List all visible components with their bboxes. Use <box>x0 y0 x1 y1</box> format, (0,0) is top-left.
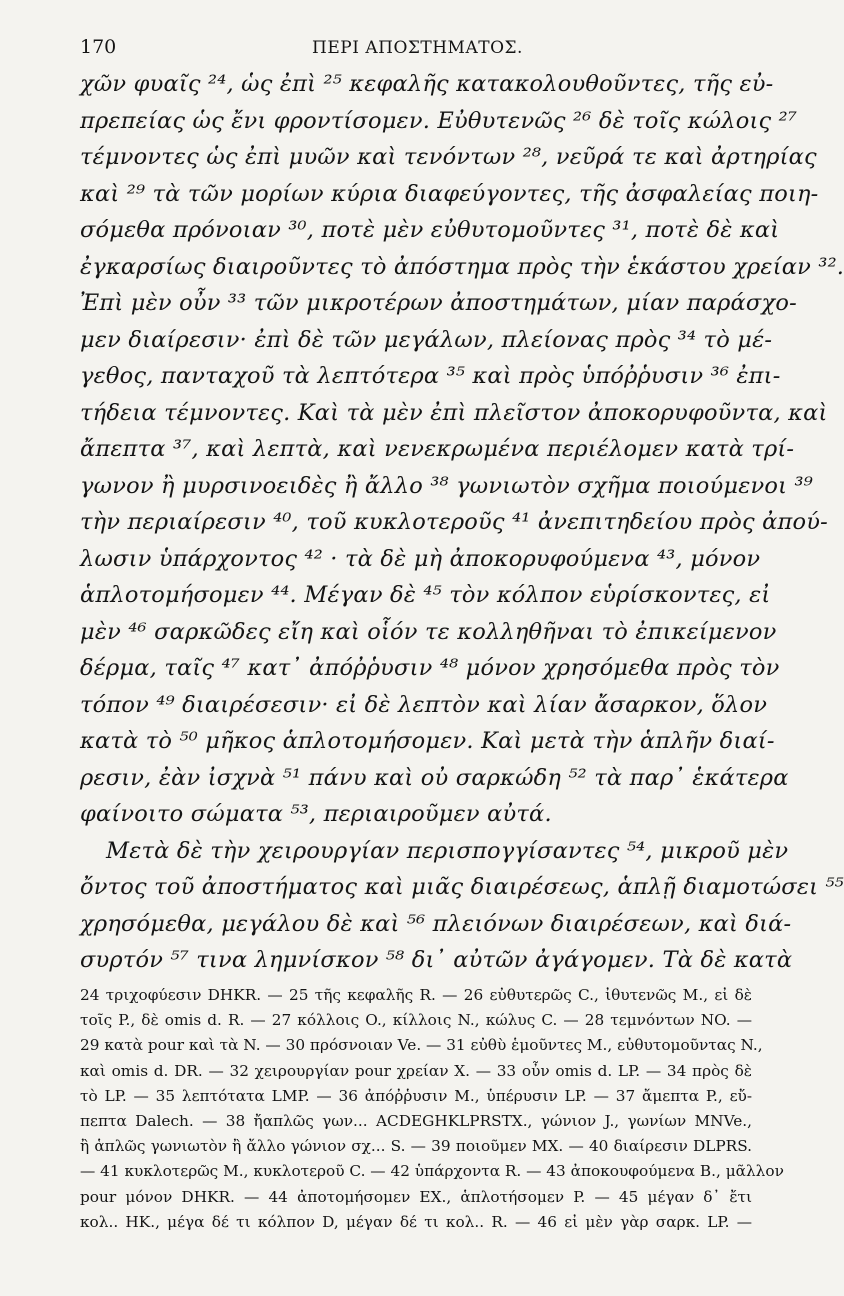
text-line: τὴν περιαίρεσιν ⁴⁰, τοῦ κυκλοτεροῦς ⁴¹ ἀνεπιτηδείου πρὸς ἀπού- <box>80 509 828 535</box>
page-number: 170 <box>80 36 117 58</box>
footnote-line: καὶ omis d. DR. — 32 χειρουργίαν pour χρείαν X. — 33 οὖν omis d. LP. — 34 πρὸς δὲ <box>80 1061 752 1080</box>
book-page <box>80 36 844 979</box>
text-line: ρεσιν, ἐὰν ἰσχνὰ ⁵¹ πάνυ καὶ οὐ σαρκώδη ⁵² τὰ παρ᾽ ἑκάτερα <box>80 764 789 791</box>
text-line: Μετὰ δὲ τὴν χειρουργίαν περισπογγίσαντες ⁵⁴, μικροῦ μὲν <box>106 837 789 864</box>
footnotes <box>80 983 784 1235</box>
footnote-line: 29 κατὰ pour καὶ τὰ N. — 30 πρόσνοιαν Ve. — 31 εὐθὺ ἑμοῦντες M., εὐθυτομοῦντας N., <box>80 1036 763 1055</box>
page-header <box>80 36 755 66</box>
text-line: τόπον ⁴⁹ διαιρέσεσιν· εἰ δὲ λεπτὸν καὶ λίαν ἄσαρκον, ὅλον <box>80 691 768 718</box>
text-line: δέρμα, ταῖς ⁴⁷ κατ᾽ ἀπόῤῥυσιν ⁴⁸ μόνον χρησόμεθα πρὸς τὸν <box>80 655 780 681</box>
text-line: φαίνοιτο σώματα ⁵³, περιαιροῦμεν αὐτά. <box>80 801 552 827</box>
text-line: σόμεθα πρόνοιαν ³⁰, ποτὲ μὲν εὐθυτομοῦντες ³¹, ποτὲ δὲ καὶ <box>80 217 780 243</box>
footnote-line: 24 τριχοφύεσιν DHKR. — 25 τῆς κεφαλῆς R. — 26 εὐθυτερῶς C., ἰθυτενῶς M., εἰ δὲ <box>80 986 752 1004</box>
text-line: Ἐπὶ μὲν οὖν ³³ τῶν μικροτέρων ἀποστημάτων, μίαν παράσχο- <box>80 290 797 316</box>
footnote-line: — 41 κυκλοτερῶς M., κυκλοτεροῦ C. — 42 ὑπάρχοντα R. — 43 ἀποκουφούμενα B., μᾶλλον <box>80 1162 784 1181</box>
text-line: ἁπλοτομήσομεν ⁴⁴. Μέγαν δὲ ⁴⁵ τὸν κόλπον εὑρίσκοντες, εἰ <box>80 582 771 608</box>
text-line: κατὰ τὸ ⁵⁰ μῆκος ἁπλοτομήσομεν. Καὶ μετὰ τὴν ἁπλῆν διαί- <box>80 728 775 754</box>
text-line: ἄπεπτα ³⁷, καὶ λεπτὰ, καὶ νενεκρωμένα περιέλομεν κατὰ τρί- <box>80 436 795 462</box>
text-line: χῶν φυαῖς ²⁴, ὡς ἐπὶ ²⁵ κεφαλῆς κατακολουθοῦντες, τῆς εὐ- <box>80 71 774 97</box>
footnote-line: pour μόνον DHKR. — 44 ἀποτομήσομεν EX., ἁπλοτήσομεν P. — 45 μέγαν δ᾽ ἔτι <box>80 1187 752 1206</box>
text-line: ὄντος τοῦ ἀποστήματος καὶ μιᾶς διαιρέσεως, ἁπλῇ διαμοτώσει ⁵⁵ <box>80 874 844 900</box>
footnote-line: τοῖς P., δὲ omis d. R. — 27 κόλλοις O., κίλλοις N., κώλυς C. — 28 τεμνόντων NO. — <box>80 1011 752 1030</box>
text-line: τέμνοντες ὡς ἐπὶ μυῶν καὶ τενόντων ²⁸, νεῦρά τε καὶ ἀρτηρίας <box>80 144 817 170</box>
footnote-line: πεπτα Dalech. — 38 ἤαπλῶς γων... ACDEGHKLPRSTX., γώνιον J., γωνίων MNVe., <box>80 1111 752 1130</box>
text-line: χρησόμεθα, μεγάλου δὲ καὶ ⁵⁶ πλειόνων διαιρέσεων, καὶ διά- <box>80 910 792 937</box>
text-line: συρτόν ⁵⁷ τινα λημνίσκον ⁵⁸ δι᾽ αὐτῶν ἀγάγομεν. Τὰ δὲ κατὰ <box>80 947 793 973</box>
text-line: καὶ ²⁹ τὰ τῶν μορίων κύρια διαφεύγοντες, τῆς ἀσφαλείας ποιη- <box>80 180 819 207</box>
text-line: ἐγκαρσίως διαιροῦντες τὸ ἀπόστημα πρὸς τὴν ἑκάστου χρείαν ³². <box>80 253 844 280</box>
text-line: πρεπείας ὡς ἔνι φροντίσομεν. Εὐθυτενῶς ²⁶ δὲ τοῖς κώλοις ²⁷ <box>80 107 798 134</box>
text-line: λωσιν ὑπάρχοντος ⁴² · τὰ δὲ μὴ ἀποκορυφούμενα ⁴³, μόνον <box>80 545 761 572</box>
text-line: μὲν ⁴⁶ σαρκῶδες εἴη καὶ οἷόν τε κολληθῆναι τὸ ἐπικείμενον <box>80 618 777 645</box>
running-head: ΠΕΡΙ ΑΠΟΣΤΗΜΑΤΟΣ. <box>312 38 523 58</box>
footnote-line: τὸ LP. — 35 λεπτότατα LMP. — 36 ἀπόῤῥυσιν M., ὑπέρυσιν LP. — 37 ἄμεπτα P., εὔ- <box>80 1086 752 1105</box>
text-line: μεν διαίρεσιν· ἐπὶ δὲ τῶν μεγάλων, πλείονας πρὸς ³⁴ τὸ μέ- <box>80 326 773 353</box>
text-line: γωνον ἢ μυρσινοειδὲς ἢ ἄλλο ³⁸ γωνιωτὸν σχῆμα ποιούμενοι ³⁹ <box>80 472 813 499</box>
text-line: γεθος, πανταχοῦ τὰ λεπτότερα ³⁵ καὶ πρὸς ὑπόῤῥυσιν ³⁶ ἐπι- <box>80 363 781 389</box>
main-text <box>80 66 844 979</box>
text-line: τήδεια τέμνοντες. Καὶ τὰ μὲν ἐπὶ πλεῖστον ἀποκορυφοῦντα, καὶ <box>80 399 828 426</box>
footnote-line: κολ.. HK., μέγα δέ τι κόλπον D, μέγαν δέ τι κολ.. R. — 46 εἰ μὲν γὰρ σαρκ. LP. — <box>80 1212 752 1231</box>
footnote-line: ἢ ἁπλῶς γωνιωτὸν ἢ ἄλλο γώνιον σχ... S. — 39 ποιοῦμεν MX. — 40 διαίρεσιν DLPRS. <box>80 1137 752 1156</box>
